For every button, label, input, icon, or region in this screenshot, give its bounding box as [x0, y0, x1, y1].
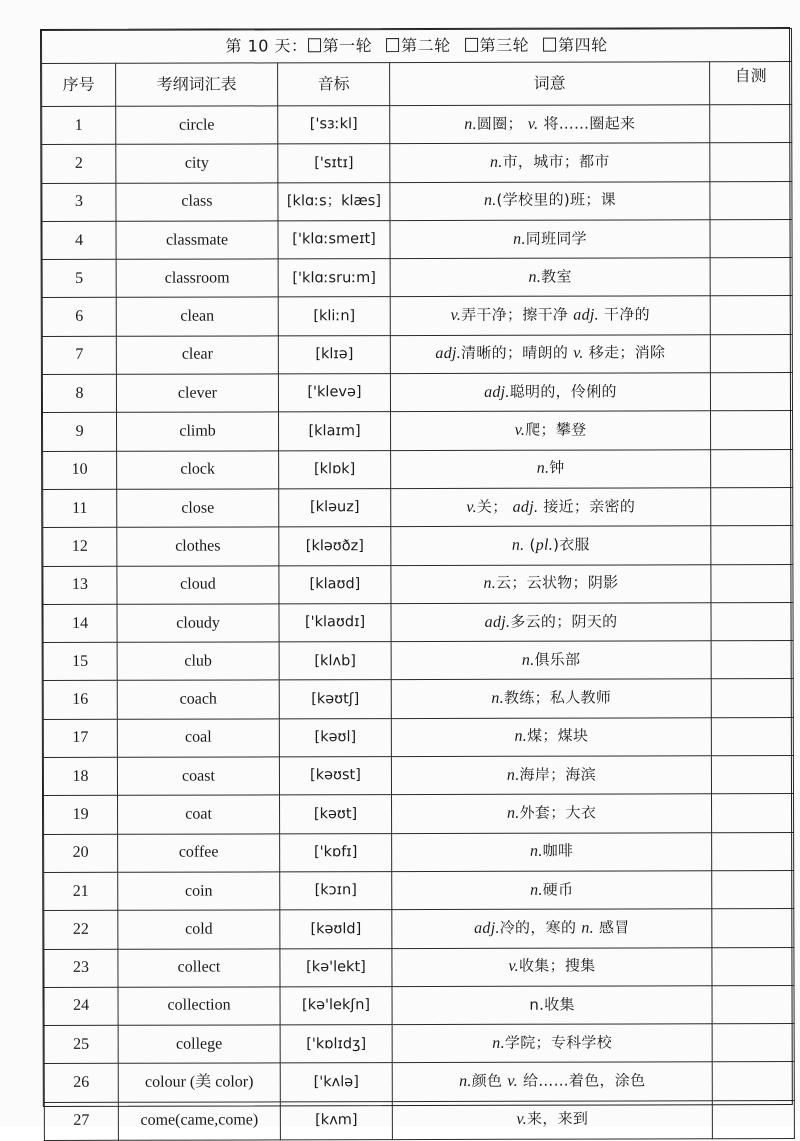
column-header-meaning: 词意 [390, 62, 710, 106]
meaning-text: 冷的，寒的 [499, 918, 582, 937]
meaning [391, 717, 711, 756]
vocab-word: collection [118, 987, 280, 1026]
part-of-speech: n. [459, 1072, 472, 1090]
row-number: 6 [42, 298, 116, 336]
phonetic: [klɪə] [278, 335, 390, 374]
self-test-cell[interactable] [710, 219, 792, 258]
self-test-cell[interactable] [712, 909, 794, 948]
table-row [44, 1100, 794, 1140]
self-test-cell[interactable] [711, 564, 793, 603]
table-row [42, 219, 792, 259]
checkbox-round-1[interactable] [308, 38, 321, 52]
phonetic: [kɔɪn] [280, 872, 392, 911]
meaning-text: (学校里的)班；课 [496, 190, 616, 210]
self-test-cell[interactable] [712, 870, 794, 909]
vocab-word: cold [118, 910, 280, 949]
vocab-word: coal [117, 719, 279, 758]
day-header-row [42, 29, 792, 64]
row-number: 13 [43, 566, 117, 604]
table-row [44, 794, 794, 834]
vocab-word: colour (美 color) [118, 1063, 280, 1102]
table-row [44, 1024, 794, 1064]
self-test-cell[interactable] [711, 679, 793, 718]
meaning [390, 373, 710, 412]
meaning-text: 俱乐部 [534, 650, 581, 669]
part-of-speech: n. [514, 728, 528, 746]
self-test-cell[interactable] [710, 258, 792, 297]
row-number: 21 [44, 872, 118, 910]
round-1-label: 第一轮 [322, 36, 373, 56]
vocab-word: come(came,come) [118, 1102, 280, 1141]
meaning [390, 220, 710, 259]
part-of-speech: v. [573, 344, 584, 363]
vocab-word: coast [117, 757, 279, 796]
vocab-word: classroom [116, 259, 278, 298]
table-row [44, 870, 794, 910]
meaning-text: 关； [476, 497, 513, 516]
column-header-word: 考纲词汇表 [116, 63, 278, 106]
part-of-speech: adj. [484, 613, 511, 631]
row-number: 10 [43, 451, 117, 489]
self-test-cell[interactable] [710, 373, 792, 412]
row-number: 24 [44, 987, 118, 1025]
row-number: 20 [44, 834, 118, 872]
part-of-speech: n. [581, 919, 594, 937]
vocab-word: college [118, 1025, 280, 1064]
row-number: 16 [43, 681, 117, 719]
round-2-label: 第二轮 [401, 35, 451, 56]
self-test-cell[interactable] [712, 985, 794, 1024]
part-of-speech: adj. [484, 383, 510, 401]
meaning-text: 多云的；阴天的 [510, 611, 618, 631]
part-of-speech: adj. [474, 919, 500, 937]
table-row [43, 564, 793, 604]
phonetic: [kəʊl] [279, 718, 391, 757]
self-test-cell[interactable] [710, 296, 792, 335]
meaning-text: 咖啡 [542, 841, 574, 860]
meaning [390, 296, 710, 335]
part-of-speech: v. [466, 498, 477, 516]
row-number: 4 [42, 221, 116, 259]
row-number: 19 [44, 796, 118, 834]
phonetic: [kʌm] [280, 1101, 392, 1140]
row-number: 25 [44, 1025, 118, 1063]
table-row [42, 143, 792, 183]
checkbox-round-4[interactable] [543, 38, 556, 52]
meaning [391, 603, 711, 642]
table-row [43, 487, 793, 527]
part-of-speech: n. [536, 459, 550, 478]
part-of-speech: n. [489, 153, 503, 171]
checkbox-round-2[interactable] [386, 38, 399, 52]
meaning [392, 794, 712, 833]
row-number: 17 [43, 719, 117, 757]
vocab-word: collect [118, 948, 280, 987]
part-of-speech: v. [527, 115, 539, 133]
meaning [392, 1100, 712, 1139]
part-of-speech: n. [530, 881, 543, 899]
meaning-text: n.收集 [529, 995, 575, 1014]
vocab-word: clean [116, 297, 278, 336]
phonetic: [kə'lekʃn] [280, 986, 392, 1025]
phonetic: ['sɪtɪ] [278, 144, 390, 183]
round-4-label: 第四轮 [558, 35, 608, 55]
row-number: 26 [44, 1064, 118, 1102]
part-of-speech: n. [513, 230, 526, 248]
vocab-word: close [117, 489, 279, 528]
vocab-word: climb [117, 412, 279, 451]
phonetic: ['sɜːkl] [278, 106, 390, 145]
vocab-word: clothes [117, 527, 279, 566]
meaning-text: 云；云状物；阴影 [496, 573, 619, 593]
phonetic: ['kɒlɪdʒ] [280, 1025, 392, 1064]
meaning-text: 硬币 [542, 880, 574, 899]
vocab-word: circle [116, 106, 278, 145]
part-of-speech: adj. [512, 498, 539, 516]
meaning [391, 564, 711, 603]
row-number: 14 [43, 604, 117, 642]
column-header-phonetic: 音标 [278, 63, 390, 106]
meaning-text: 聪明的，伶俐的 [509, 382, 617, 401]
phonetic: ['klevə] [278, 374, 390, 413]
table-row [44, 832, 794, 872]
meaning [392, 1062, 712, 1101]
self-test-cell[interactable] [712, 794, 794, 833]
vocabulary-sheet [40, 27, 793, 1130]
vocab-word: cloudy [117, 604, 279, 643]
meaning [390, 105, 710, 144]
meaning [390, 258, 710, 297]
part-of-speech: n. [506, 804, 520, 822]
table-row [42, 296, 792, 336]
vocab-word: club [117, 642, 279, 681]
meaning-text: 市，城市；都市 [502, 152, 610, 171]
phonetic: [klaʊd] [279, 565, 391, 604]
self-test-cell[interactable] [711, 411, 793, 450]
row-number: 1 [42, 106, 116, 144]
meaning-text: 钟 [549, 458, 565, 477]
meaning-text: 海岸；海滨 [519, 765, 597, 784]
vocab-word: classmate [116, 221, 278, 260]
phonetic: [klaɪm] [279, 412, 391, 451]
table-row [42, 258, 792, 298]
meaning-text: 干净的 [598, 305, 650, 324]
meaning [392, 909, 712, 948]
row-number: 11 [43, 489, 117, 527]
phonetic: [kəʊtʃ] [279, 680, 391, 719]
table-row [42, 105, 792, 145]
part-of-speech: n. [483, 575, 497, 593]
part-of-speech: n. [511, 536, 525, 554]
phonetic: ['klaʊdɪ] [279, 603, 391, 642]
row-number: 27 [44, 1102, 118, 1140]
checkbox-round-3[interactable] [465, 38, 478, 52]
part-of-speech: v. [450, 307, 462, 325]
row-number: 5 [42, 259, 116, 297]
meaning-text: 外套；大衣 [519, 803, 597, 822]
phonetic: [klɑːs；klæs] [278, 182, 390, 221]
meaning-text: 教练；私人教师 [503, 688, 612, 707]
row-number: 3 [42, 183, 116, 221]
meaning-text: 清晰的；晴朗的 [461, 344, 574, 363]
self-test-cell[interactable] [712, 1024, 794, 1063]
vocab-word: coat [118, 795, 280, 834]
self-test-cell[interactable] [710, 105, 792, 144]
meaning-text: 颜色 [471, 1071, 508, 1090]
table-row [43, 756, 793, 796]
meaning-text: 给……着色，涂色 [517, 1071, 646, 1090]
self-test-cell[interactable] [711, 449, 793, 488]
table-row [43, 602, 793, 642]
row-number: 2 [42, 145, 116, 183]
self-test-cell[interactable] [710, 143, 792, 182]
phonetic: [klʌb] [279, 642, 391, 681]
day-label: 第 10 天： [225, 36, 308, 56]
phonetic: [kəʊld] [280, 910, 392, 949]
meaning [391, 756, 711, 795]
table-row [44, 909, 794, 949]
self-test-cell[interactable] [712, 1062, 794, 1101]
part-of-speech: n. [464, 115, 477, 133]
meaning-text: ( [524, 535, 536, 554]
part-of-speech: v. [508, 957, 519, 975]
phonetic: [kəʊt] [280, 795, 392, 834]
meaning [392, 1024, 712, 1063]
table-row [43, 526, 793, 566]
row-number: 18 [43, 757, 117, 795]
column-header-row [42, 62, 792, 107]
self-test-cell[interactable] [712, 832, 794, 871]
self-test-cell[interactable] [711, 641, 793, 680]
self-test-cell[interactable] [710, 181, 792, 220]
meaning [391, 449, 711, 488]
meaning [391, 679, 711, 718]
self-test-cell[interactable] [711, 717, 793, 756]
row-number: 7 [42, 336, 116, 374]
part-of-speech: n. [506, 766, 520, 784]
table-row [43, 679, 793, 719]
meaning-text: 同班同学 [525, 229, 587, 248]
part-of-speech: v. [507, 1072, 518, 1090]
meaning [392, 832, 712, 871]
meaning-text: 来，来到 [526, 1109, 589, 1129]
meaning-text: )衣服 [553, 535, 590, 554]
meaning-text: 感冒 [593, 918, 630, 937]
self-test-cell[interactable] [712, 1100, 794, 1139]
phonetic: [kə'lekt] [280, 948, 392, 987]
vocab-word: coach [117, 680, 279, 719]
self-test-cell[interactable] [711, 487, 793, 526]
meaning [391, 411, 711, 450]
vocab-word: coin [118, 872, 280, 911]
row-number: 9 [43, 413, 117, 451]
vocab-word: cloud [117, 565, 279, 604]
row-number: 15 [43, 642, 117, 680]
self-test-cell[interactable] [711, 756, 793, 795]
round-3-label: 第三轮 [479, 35, 530, 55]
row-number: 22 [44, 911, 118, 949]
phonetic: ['klɑːsruːm] [278, 259, 390, 298]
vocab-word: clock [117, 451, 279, 490]
self-test-cell[interactable] [711, 602, 793, 641]
vocabulary-table [41, 28, 795, 1141]
table-row [42, 181, 792, 221]
part-of-speech: v. [514, 421, 526, 439]
self-test-cell[interactable] [712, 947, 794, 986]
part-of-speech: adj. [435, 345, 462, 363]
table-row [43, 641, 793, 681]
phonetic: ['kɒfɪ] [280, 833, 392, 872]
part-of-speech: pl. [535, 536, 554, 554]
meaning-text: 圆圈； [476, 114, 528, 133]
table-row [43, 717, 793, 757]
part-of-speech: n. [530, 842, 543, 861]
phonetic: [kləuz] [279, 489, 391, 528]
meaning [392, 871, 712, 910]
table-row [43, 449, 793, 489]
meaning-text: 煤；煤块 [527, 726, 589, 746]
meaning [391, 641, 711, 680]
meaning-text: 弄干净；擦干净 [461, 305, 574, 325]
meaning [391, 526, 711, 565]
table-row [44, 985, 794, 1025]
meaning-text: 收集；搜集 [518, 956, 596, 975]
phonetic: ['klɑːsmeɪt] [278, 220, 390, 259]
table-row [42, 373, 792, 413]
phonetic: [klɒk] [279, 450, 391, 489]
vocab-word: clear [116, 336, 278, 375]
meaning-text: 学院；专科学校 [504, 1033, 613, 1052]
day-header [42, 29, 792, 64]
meaning-text: 移走；消除 [583, 343, 666, 362]
phonetic: [kliːn] [278, 297, 390, 336]
table-row [44, 1062, 794, 1102]
meaning [391, 488, 711, 527]
meaning [390, 335, 710, 374]
part-of-speech: v. [516, 1111, 528, 1129]
table-row [43, 411, 793, 451]
meaning-text: 将……圈起来 [538, 114, 636, 133]
part-of-speech: n. [528, 268, 542, 286]
meaning [390, 143, 710, 182]
meaning-text: 接近；亲密的 [538, 497, 636, 516]
row-number: 8 [42, 374, 116, 412]
self-test-cell[interactable] [710, 334, 792, 373]
part-of-speech: n. [521, 651, 535, 669]
row-number: 23 [44, 949, 118, 987]
phonetic: ['kʌlə] [280, 1063, 392, 1102]
part-of-speech: n. [492, 1034, 505, 1052]
part-of-speech: n. [483, 192, 497, 210]
vocab-word: class [116, 182, 278, 221]
part-of-speech: n. [491, 689, 505, 707]
phonetic: [kəʊst] [279, 757, 391, 796]
meaning [392, 947, 712, 986]
vocab-word: clever [116, 374, 278, 413]
meaning [390, 181, 710, 220]
part-of-speech: adj. [573, 306, 599, 324]
phonetic: [kləʊðz] [279, 527, 391, 566]
self-test-cell[interactable] [711, 526, 793, 565]
meaning [392, 986, 712, 1025]
vocab-word: coffee [118, 834, 280, 873]
table-row [42, 334, 792, 374]
column-header-self-test: 自测 [710, 62, 792, 105]
table-row [44, 947, 794, 987]
row-number: 12 [43, 528, 117, 566]
column-header-num: 序号 [42, 63, 116, 106]
vocab-word: city [116, 144, 278, 183]
meaning-text: 爬；攀登 [525, 420, 587, 439]
meaning-text: 教室 [541, 267, 572, 286]
